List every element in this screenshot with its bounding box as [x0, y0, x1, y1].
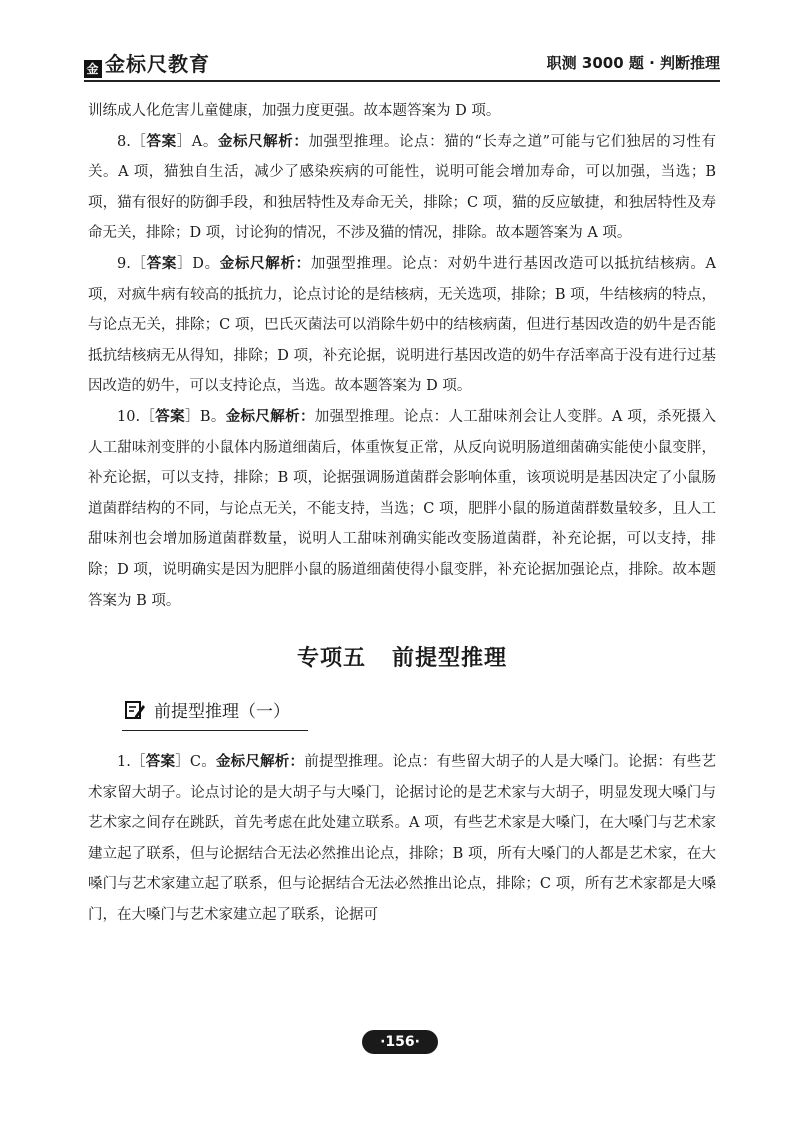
section-name: 前提型推理: [392, 646, 508, 672]
answer-label: 答案: [145, 754, 176, 771]
brand-logo: [84, 48, 210, 78]
answer-paragraph-8: [88, 127, 716, 249]
page-number: ·156·: [362, 1030, 438, 1054]
answer-value: ］B。: [184, 408, 226, 425]
answer-paragraph-9: [88, 249, 716, 402]
section-number: 专项五: [296, 646, 366, 672]
continuation-paragraph: 训练成人化危害儿童健康，加强力度更强。故本题答案为 D 项。: [88, 103, 501, 119]
analysis-text: 前提型推理。论点：有些留大胡子的人是大嗓门。论据：有些艺术家留大胡子。论点讨论的是大胡子与大嗓门，论据讨论的是艺术家与大胡子，明显发现大嗓门与艺术家之间存在跳跃，首先考虑在此处建立联系。A 项，有些艺术家是大嗓门，在大嗓门与艺术家建立起了联系，但与论据结合无法必然推出论点，排除；B 项，所有大嗓门的人都是艺术家，在大嗓门与艺术家建立起了联系，但与论据结合无法必然推出论点，排除；C 项，所有艺术家都是大嗓门，在大嗓门与艺术家建立起了联系，论据可: [88, 754, 717, 924]
brand-name: 金标尺教育: [105, 52, 210, 76]
book-title: 职测 3000 题 · 判断推理: [546, 54, 720, 72]
answer-label: 答案: [146, 255, 178, 272]
edit-note-icon: [124, 699, 146, 721]
answer-label: 答案: [146, 133, 177, 150]
analysis-label: 金标尺解析：: [215, 754, 305, 771]
answer-value: ］D。: [177, 255, 220, 272]
question-number: 8.［: [117, 133, 147, 150]
analysis-text: 加强型推理。论点：人工甜味剂会让人变胖。A 项，杀死摄入人工甜味剂变胖的小鼠体内肠道细菌后，体重恢复正常，从反向说明肠道细菌确实能使小鼠变胖，补充论据，可以支持，排除；B 项，论据强调肠道菌群会影响体重，该项说明是基因决定了小鼠肠道菌群结构的不同，与论点无关，不能支持，当选；C 项，肥胖小鼠的肠道菌群数量较多，且人工甜味剂也会增加肠道菌群数量，说明人工甜味剂确实能改变肠道菌群，补充论据，可以支持，排除；D 项，说明确实是因为肥胖小鼠的肠道细菌使得小鼠变胖，补充论据加强论点，排除。故本题答案为 B 项。: [88, 408, 717, 609]
page-header: [84, 44, 720, 82]
answer-paragraph-10: [88, 402, 716, 616]
answer-label: 答案: [155, 408, 185, 425]
analysis-label: 金标尺解析：: [217, 133, 309, 150]
subsection-heading: [122, 698, 308, 731]
question-number: 1.［: [117, 754, 146, 771]
answer-value: ］A。: [176, 133, 218, 150]
brand-mark-icon: 金: [84, 60, 102, 78]
question-number: 10.［: [117, 408, 156, 425]
question-number: 9.［: [117, 255, 147, 272]
subsection-title: 前提型推理（一）: [154, 702, 290, 723]
analysis-text: 加强型推理。论点：对奶牛进行基因改造可以抵抗结核病。A 项，对疯牛病有较高的抵抗力，论点讨论的是结核病，无关选项，排除；B 项，牛结核病的特点，与论点无关，排除；C 项，巴氏灭菌法可以消除牛奶中的结核病菌，但进行基因改造的奶牛是否能抵抗结核病无从得知，排除；D 项，补充论据，说明进行基因改造的奶牛存活率高于没有进行过基因改造的奶牛，可以支持论点，当选。故本题答案为 D 项。: [88, 255, 717, 395]
analysis-text: 加强型推理。论点：猫的“长寿之道”可能与它们独居的习性有关。A 项，猫独自生活，减少了感染疾病的可能性，说明可能会增加寿命，可以加强，当选；B 项，猫有很好的防御手段，和独居特性及寿命无关，排除；C 项，猫的反应敏捷，和独居特性及寿命无关，排除；D 项，讨论狗的情况，不涉及猫的情况，排除。故本题答案为 A 项。: [88, 133, 717, 242]
section-title: [88, 642, 716, 676]
answer-paragraph-1: [88, 747, 716, 931]
page-content: [88, 96, 716, 931]
analysis-label: 金标尺解析：: [219, 255, 311, 272]
answer-value: ］C。: [175, 754, 216, 771]
analysis-label: 金标尺解析：: [225, 408, 315, 425]
